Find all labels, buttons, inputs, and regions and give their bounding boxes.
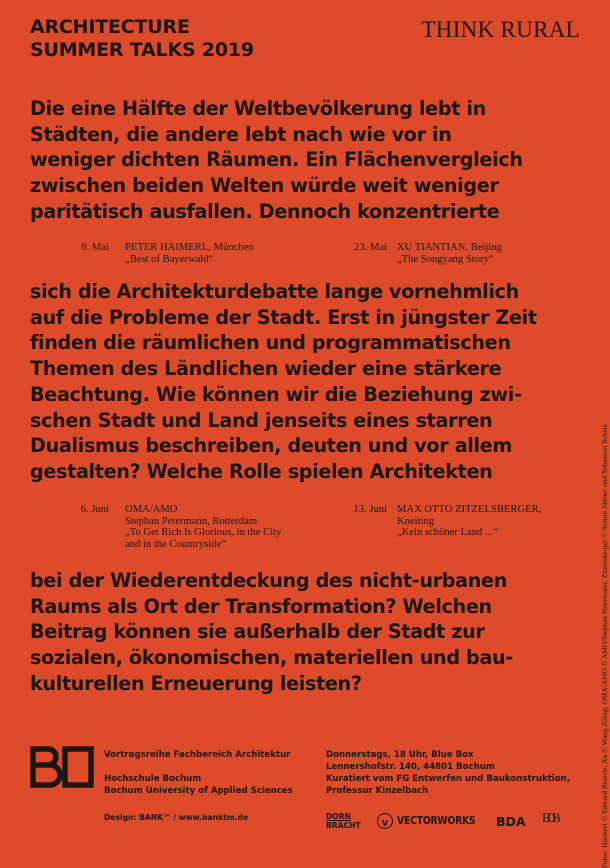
series-title-line1: ARCHITECTURE xyxy=(30,16,190,38)
org-line-spacer xyxy=(104,761,293,773)
event-speaker: OMA/AMO xyxy=(125,504,178,515)
event-info-line: Donnerstags, 18 Uhr, Blue Box xyxy=(326,750,474,760)
text-line: Beitrag können sie außerhalb der Stadt zur xyxy=(30,620,485,644)
events-row-1 xyxy=(0,242,610,272)
event-title: „Best of Bayerwald“ xyxy=(125,253,214,265)
intro-text-block-3 xyxy=(30,568,583,697)
organisation-info xyxy=(104,749,293,797)
event-info-line: Professur Kinzelbach xyxy=(326,786,429,796)
event-info-line: Lennershofstr. 140, 44801 Bochum xyxy=(326,762,495,772)
text-line: Die eine Hälfte der Weltbevölkerung lebt in xyxy=(30,97,486,120)
text-line: paritätisch ausfallen. Dennoch konzentrierte xyxy=(30,199,500,223)
bda-logo: BDA xyxy=(496,814,526,829)
text-line: weniger dichten Räumen. Ein Flächenvergleich xyxy=(30,148,523,172)
text-line: Beachtung. Wie können wir die Beziehung zwi- xyxy=(30,382,522,406)
event-info xyxy=(326,749,570,797)
event-title: and in the Countryside“ xyxy=(125,538,226,550)
dornbracht-logo-line2: BRACHT xyxy=(326,821,361,830)
series-title-line2: SUMMER TALKS 2019 xyxy=(30,39,254,61)
text-line: Dualismus beschreiben, deuten und vor allem xyxy=(30,434,513,458)
intro-text-block-2 xyxy=(30,279,583,485)
event-title: „Kein schöner Land ...“ xyxy=(397,527,498,538)
org-line-university: Hochschule Bochum xyxy=(104,774,202,784)
event-info-line: Kuratiert vom FG Entwerfen und Baukonstruktion, xyxy=(326,774,571,784)
series-title xyxy=(30,16,254,62)
dornbracht-logo-line1: DORN xyxy=(326,812,351,821)
theme-title: THINK RURAL xyxy=(421,17,580,42)
text-line: bei der Wiederentdeckung des nicht-urbanen xyxy=(30,569,508,592)
event-speaker: MAX OTTO ZITZELSBERGER, xyxy=(397,504,542,515)
event-date: 9. Mai xyxy=(81,242,109,253)
event-speaker: PETER HAIMERL, München xyxy=(125,242,254,253)
org-line-university-en: Bochum University of Applied Sciences xyxy=(104,786,293,796)
event-date: 13. Juni xyxy=(353,504,387,515)
text-line: gestalten? Welche Rolle spielen Architekten xyxy=(30,459,493,483)
design-credit: Design: BANK™ / www.banktm.de xyxy=(104,813,249,822)
text-line: Themen des Ländlichen wieder eine stärkere xyxy=(30,357,502,381)
hochschule-bochum-logo-icon xyxy=(30,746,94,788)
text-line: finden die räumlichen und programmatischen xyxy=(30,331,511,355)
event-date: 6. Juni xyxy=(80,504,109,515)
org-line-series: Vortragsreihe Fachbereich Architektur xyxy=(104,750,291,760)
text-line: Raums als Ort der Transformation? Welchen xyxy=(30,594,492,618)
event-speaker-detail: Kneiting xyxy=(397,515,435,527)
intro-text-block-1 xyxy=(30,96,583,225)
photo-credit: Fotos: Haimerl © Edward Beierle; Xu © Wang Ziling; OMA/AMO © AMO/Stephan Petermann; Zitzelsberger © Simon Jüttner und Sebastian Schels xyxy=(600,424,609,868)
bdb-logo: BDB xyxy=(542,810,557,825)
text-line: sich die Architekturdebatte lange vornehmlich xyxy=(30,280,519,303)
vectorworks-v-icon xyxy=(377,813,393,829)
text-line: kulturellen Erneuerung leisten? xyxy=(30,671,362,695)
text-line: auf die Probleme der Stadt. Erst in jüngster Zeit xyxy=(30,305,537,329)
event-title: „The Songyang Story“ xyxy=(397,253,494,265)
event-date: 23. Mai xyxy=(354,242,387,253)
v-mark-letter: V xyxy=(381,819,389,828)
dornbracht-logo xyxy=(326,812,366,836)
vectorworks-logo: VECTORWORKS xyxy=(397,815,476,827)
events-row-2 xyxy=(0,504,610,554)
text-line: zwischen beiden Welten würde weit weniger xyxy=(30,174,499,198)
event-title: „To Get Rich Is Glorious, in the City xyxy=(125,527,282,538)
text-line: schen Stadt und Land jenseits eines starren xyxy=(30,408,493,432)
text-line: Städten, die andere lebt nach wie vor in xyxy=(30,122,452,146)
event-speaker: XU TIANTIAN, Beijing xyxy=(397,242,502,253)
text-line: sozialen, ökonomischen, materiellen und bau- xyxy=(30,646,513,670)
event-speaker-detail: Stephan Petermann, Rotterdam xyxy=(125,515,258,527)
